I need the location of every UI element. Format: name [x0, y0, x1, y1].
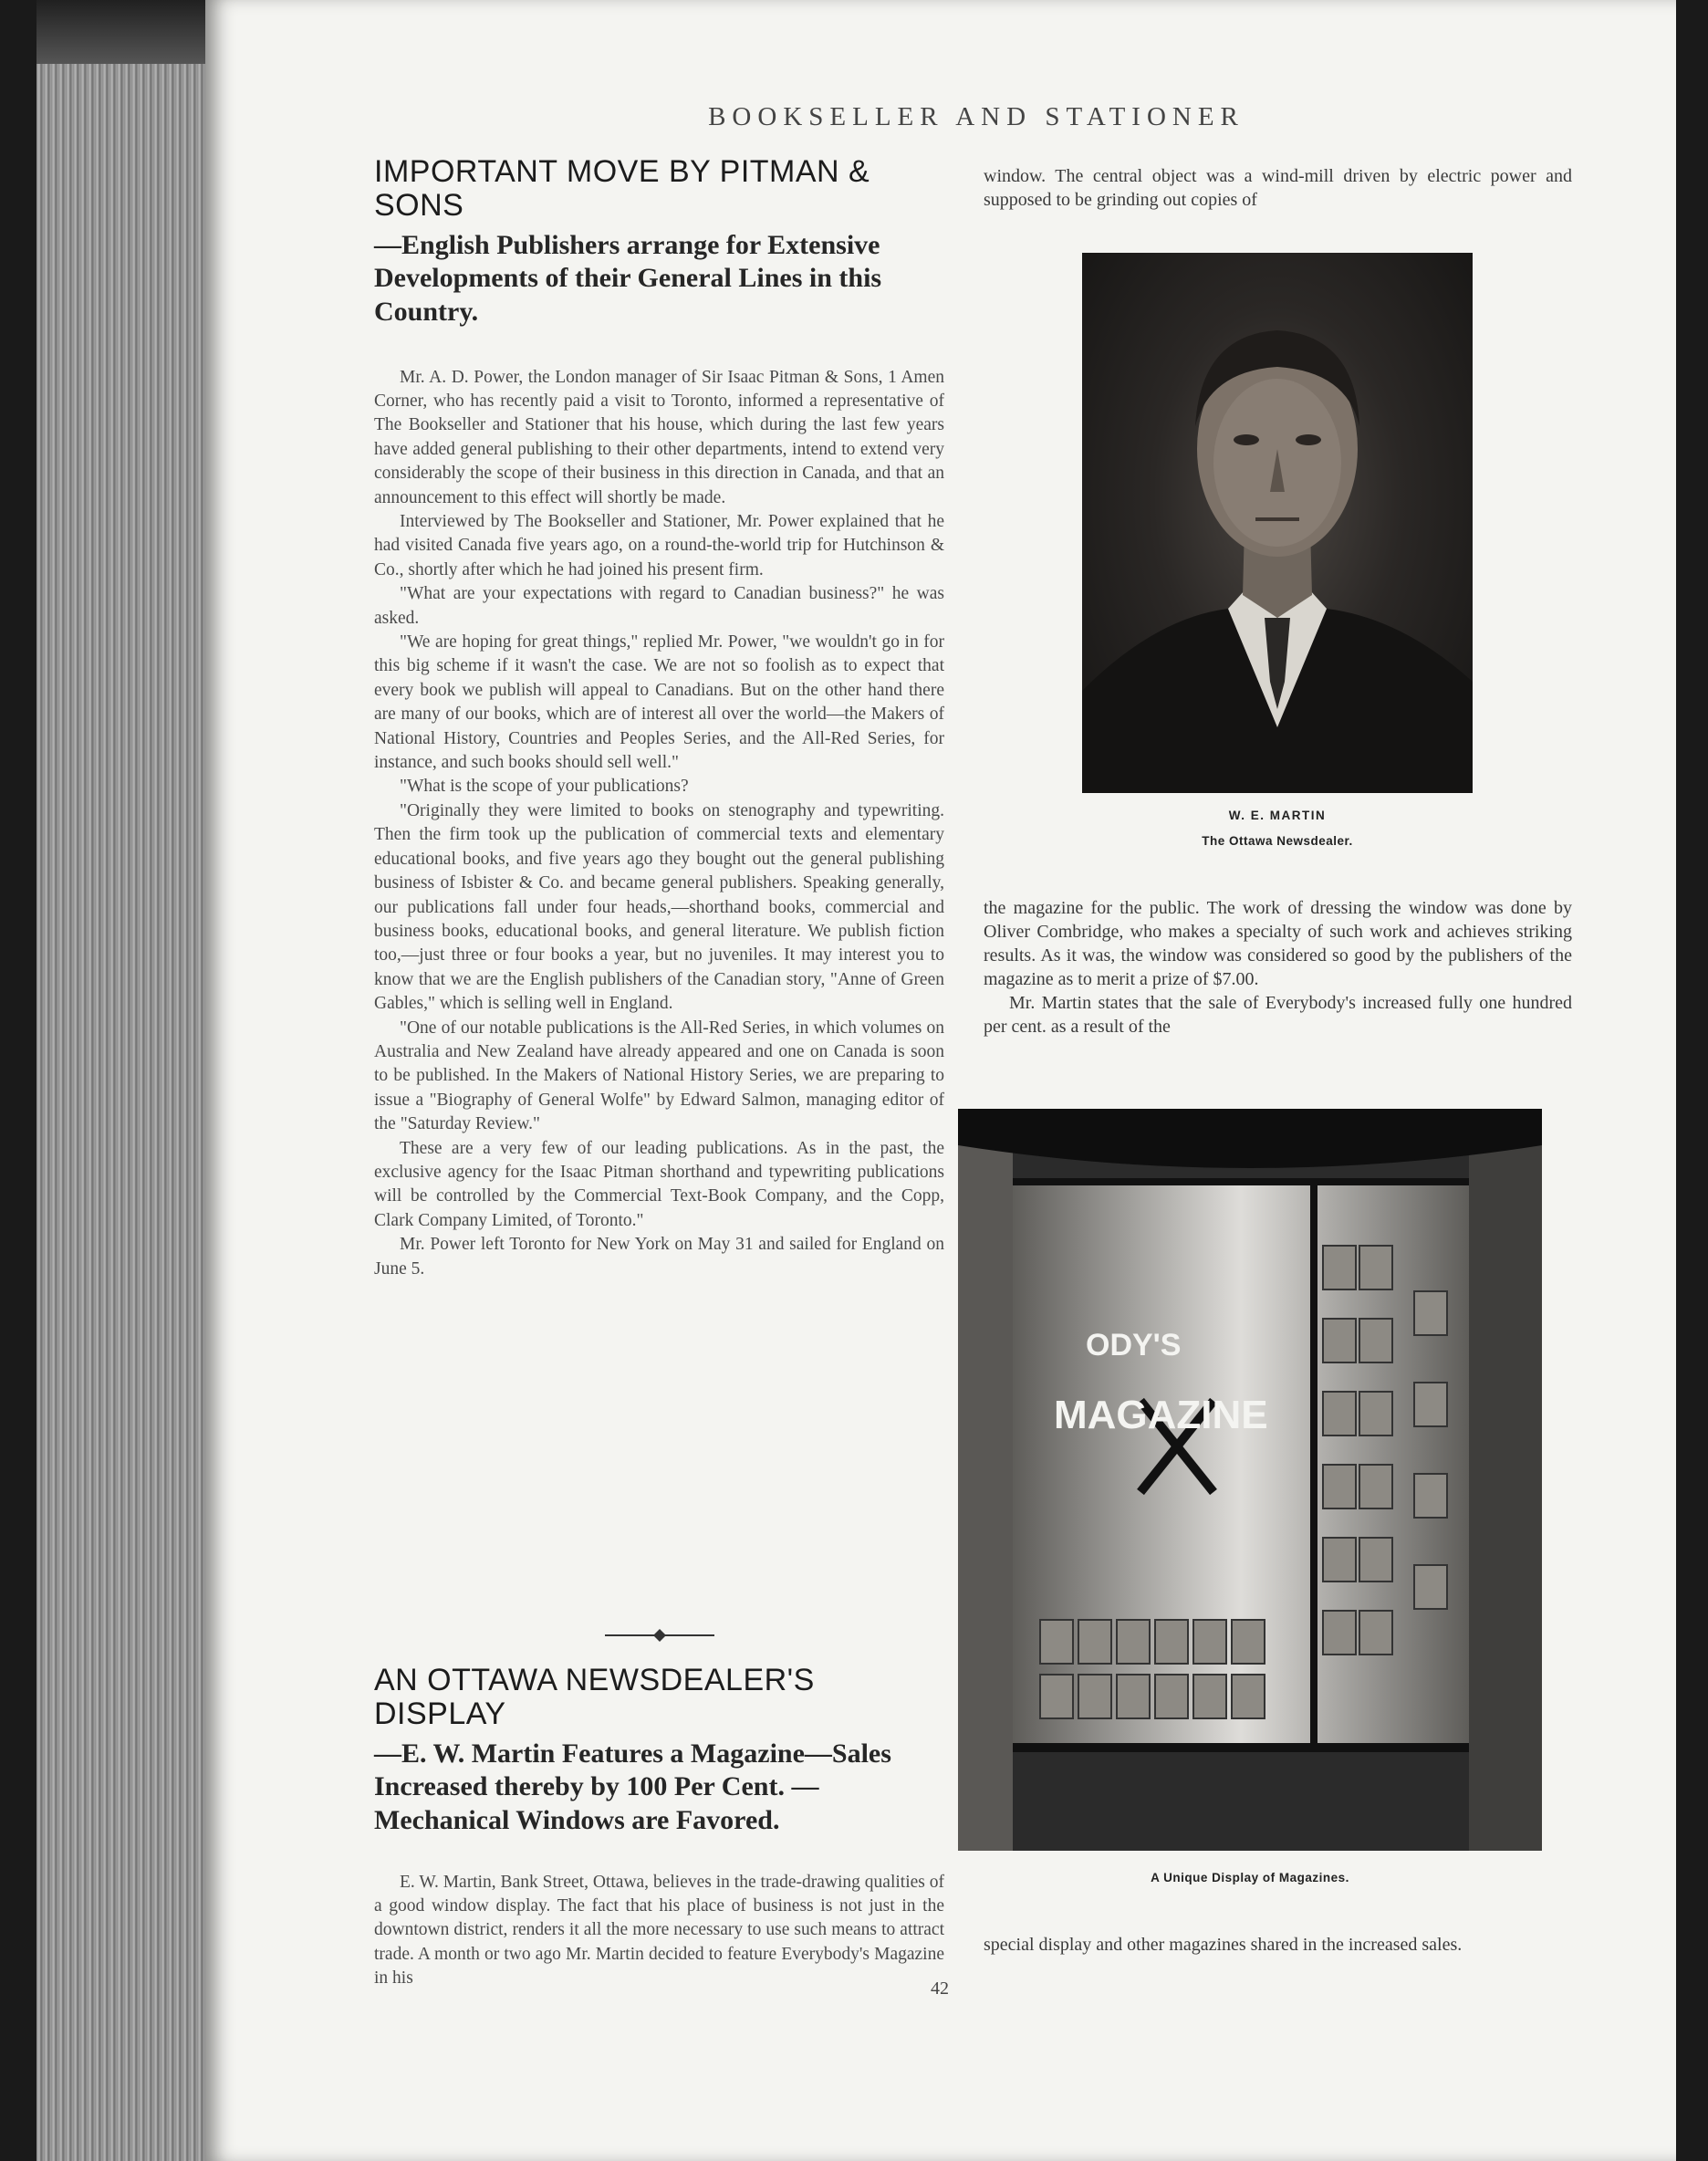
- article1-subhead: —English Publishers arrange for Extensive Developments of their General Lines in this Country.: [374, 229, 882, 327]
- portrait-image: [1082, 253, 1473, 793]
- article1-paragraph: "What is the scope of your publications?: [400, 777, 689, 797]
- article2-subhead: —E. W. Martin Features a Magazine—Sales Increased thereby by 100 Per Cent. — Mechanical Windows are Favored.: [374, 1738, 891, 1835]
- article1-paragraph: "Originally they were limited to books on stenography and typewriting. Then the firm took up the publication of commercial texts and elementary educational books, and five years ago they bought out the general publishing business of Isbister & Co. and became general publishers. Speaking generally, our publications fall under four heads,—shorthand books, commercial and business books, educational books, and general literature. We publish fiction too,—just three or four books a year, but no juveniles. It may interest you to know that we are the English publishers of the Canadian story, "Anne of Green Gables," which is selling well in England.: [374, 800, 944, 1014]
- window-sign-top: ODY'S: [1086, 1328, 1182, 1362]
- article1-paragraph: "What are your expectations with regard to Canadian business?" he was asked.: [374, 584, 944, 628]
- book-top-shadow: [36, 0, 228, 64]
- article1-paragraph: "We are hoping for great things," replied Mr. Power, "we wouldn't go in for this big scheme if it wasn't the case. We are not so foolish as to expect that every book we publish will appeal to Canadians. But on the other hand there are many of our books, which are of interest all over the world—the Makers of National History, Countries and Peoples Series, and the All-Red Series, for instance, and such books should sell well.": [374, 632, 944, 773]
- continuation-text: special display and other magazines shared in the increased sales.: [984, 1935, 1463, 1955]
- left-column: [374, 155, 944, 1281]
- article1-paragraph: Interviewed by The Bookseller and Stationer, Mr. Power explained that he had visited Canada five years ago, on a round-the-world trip for Hutchinson & Co., shortly after which he had joined his present firm.: [374, 512, 944, 579]
- article1-body: [374, 366, 944, 1281]
- article2-continuation-bottom: [984, 1933, 1572, 1957]
- article2-column: [374, 1664, 944, 1991]
- portrait-caption-title: The Ottawa Newsdealer.: [1202, 834, 1353, 848]
- article1-paragraph: Mr. Power left Toronto for New York on May 31 and sailed for England on June 5.: [374, 1235, 944, 1279]
- continuation-paragraph: Mr. Martin states that the sale of Everybody's increased fully one hundred per cent. as a result of the: [984, 993, 1572, 1037]
- article1-paragraph: These are a very few of our leading publications. As in the past, the exclusive agency for the Isaac Pitman shorthand and typewriting publications will be controlled by the Commercial Text-Book Company, and the Copp, Clark Company Limited, of Toronto.": [374, 1138, 944, 1230]
- article1-paragraph: Mr. A. D. Power, the London manager of Sir Isaac Pitman & Sons, 1 Amen Corner, who has recently paid a visit to Toronto, informed a representative of The Bookseller and Stationer that his house, which during the last few years have added general publishing to their other departments, intend to extend very considerably the scope of their business in this direction in Canada, and that an announcement to this effect will shortly be made.: [374, 367, 944, 507]
- continuation-text: window. The central object was a wind-mill driven by electric power and supposed to be grinding out copies of: [984, 166, 1572, 210]
- article2-body: [374, 1871, 944, 1991]
- article2-continuation-top: [984, 164, 1572, 212]
- article1-paragraph: "One of our notable publications is the All-Red Series, in which volumes on Australia and New Zealand have already appeared and one on Canada is soon to be published. In the Makers of National History Series, we are preparing to issue a "Biography of General Wolfe" by Edward Salmon, managing editor of the "Saturday Review.": [374, 1018, 944, 1134]
- window-sign-main: MAGAZINE: [1054, 1393, 1268, 1437]
- section-divider-ornament: [605, 1628, 714, 1643]
- article2-headline: AN OTTAWA NEWSDEALER'S DISPLAY: [374, 1663, 815, 1732]
- article2-continuation-middle: [984, 896, 1572, 1039]
- page-number: 42: [931, 1978, 949, 1999]
- window-display-image: [958, 1109, 1542, 1851]
- running-head: BOOKSELLER AND STATIONER: [708, 102, 1245, 131]
- window-photo-caption: A Unique Display of Magazines.: [1151, 1871, 1349, 1884]
- portrait-photo: [1082, 253, 1473, 793]
- book-page-edges: [36, 0, 228, 2161]
- article1-headline: IMPORTANT MOVE BY PITMAN & SONS: [374, 154, 870, 224]
- continuation-paragraph: the magazine for the public. The work of dressing the window was done by Oliver Combridge, who makes a specialty of such work and achieves striking results. As it was, the window was considered so good by the publishers of the magazine as to merit a prize of $7.00.: [984, 898, 1572, 989]
- portrait-caption-name: W. E. MARTIN: [1228, 809, 1327, 822]
- window-display-photo: [958, 1109, 1542, 1851]
- article2-paragraph: E. W. Martin, Bank Street, Ottawa, believes in the trade-drawing qualities of a good window display. The fact that his place of business is not just in the downtown district, renders it all the more necessary to use such means to attract trade. A month or two ago Mr. Martin decided to feature Everybody's Magazine in his: [374, 1872, 944, 1989]
